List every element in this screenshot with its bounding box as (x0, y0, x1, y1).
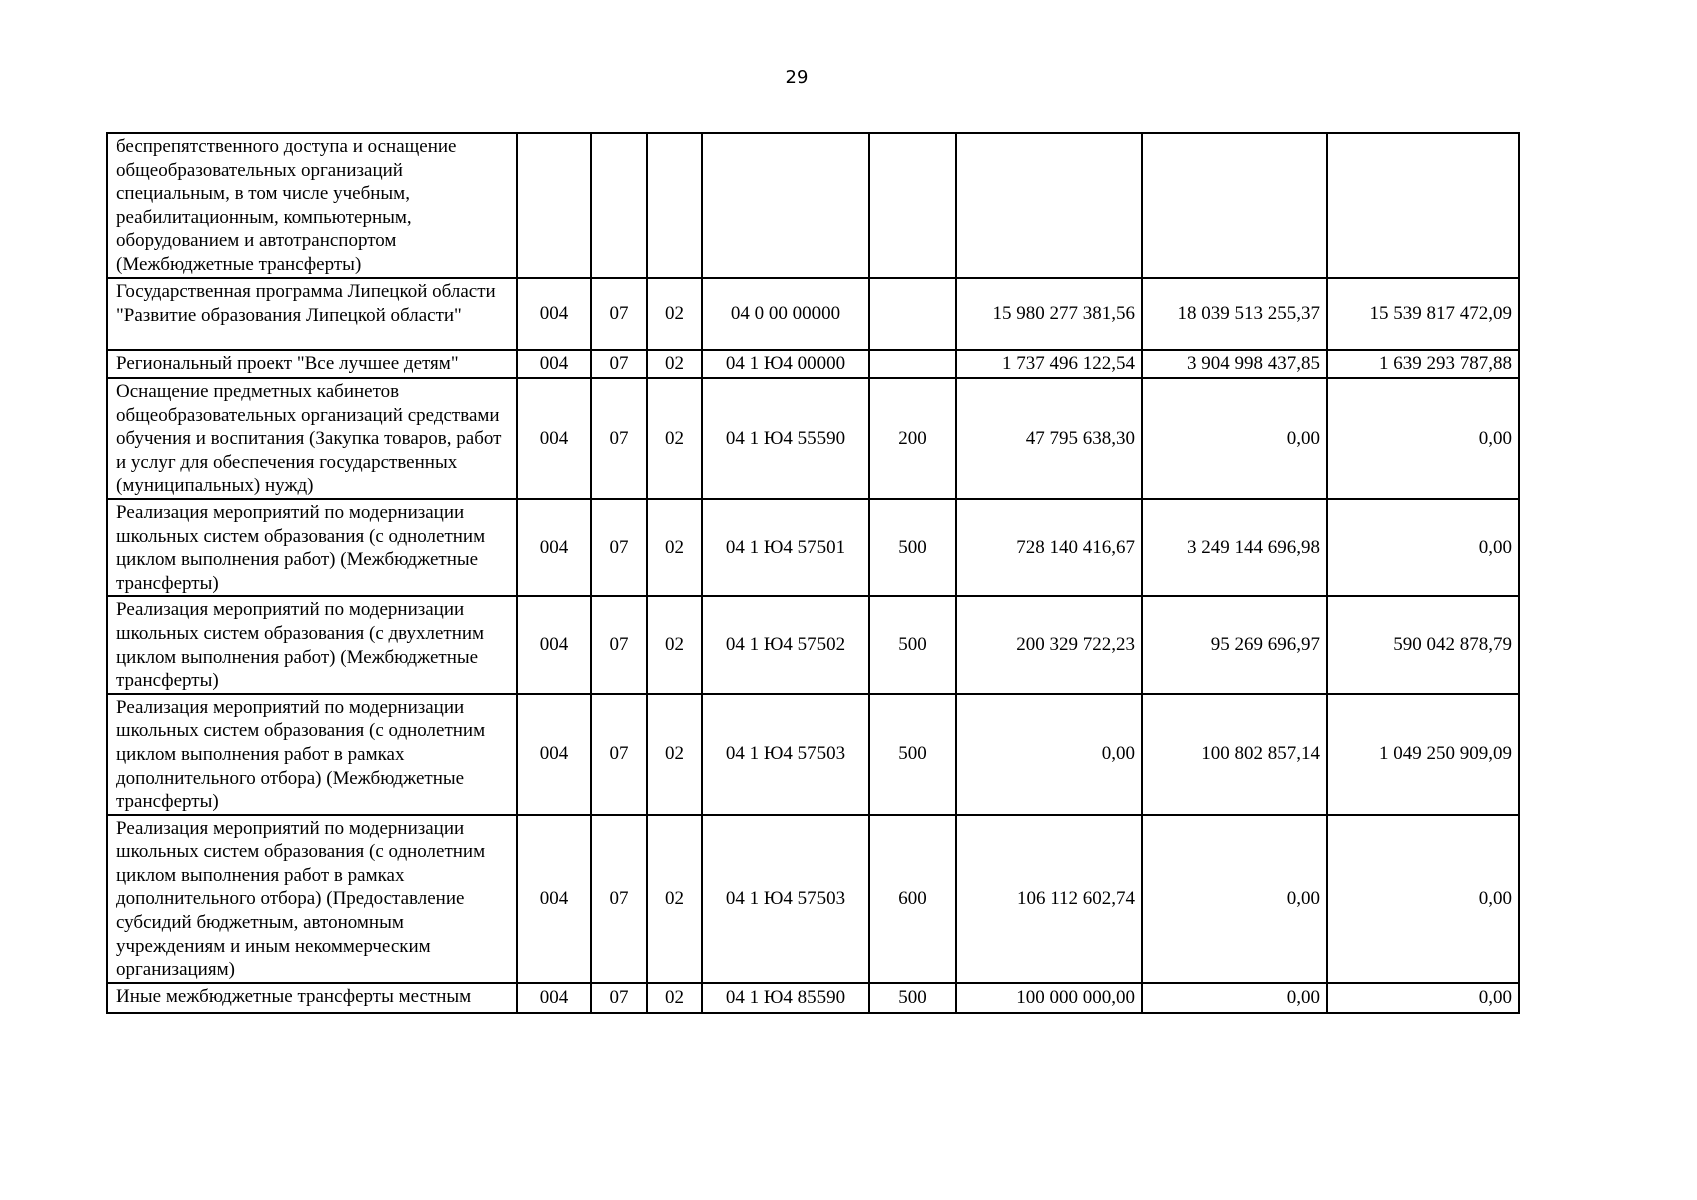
row-name: Реализация мероприятий по модернизации школьных систем образования (с однолетним циклом выполнения работ в рамках дополнительного отбора) (Межбюджетные трансферты) (107, 694, 517, 815)
target-code: 04 1 Ю4 57501 (702, 499, 869, 596)
sum-year-1: 106 112 602,74 (956, 815, 1142, 983)
sum-year-1: 47 795 638,30 (956, 378, 1142, 499)
table-row (107, 350, 1519, 378)
sum-year-2: 3 904 998 437,85 (1142, 350, 1327, 378)
row-name: Реализация мероприятий по модернизации школьных систем образования (с однолетним циклом выполнения работ) (Межбюджетные трансферты) (107, 499, 517, 596)
expense-type-code (869, 278, 956, 350)
row-name: Реализация мероприятий по модернизации школьных систем образования (с двухлетним циклом выполнения работ) (Межбюджетные трансферты) (107, 596, 517, 693)
sum-year-2: 100 802 857,14 (1142, 694, 1327, 815)
section-code: 07 (591, 350, 647, 378)
sum-year-1 (956, 133, 1142, 278)
target-code: 04 1 Ю4 85590 (702, 983, 869, 1013)
section-code: 07 (591, 694, 647, 815)
ministry-code: 004 (517, 350, 591, 378)
target-code: 04 0 00 00000 (702, 278, 869, 350)
subsection-code: 02 (647, 350, 702, 378)
target-code: 04 1 Ю4 57503 (702, 694, 869, 815)
sum-year-3: 1 049 250 909,09 (1327, 694, 1519, 815)
target-code: 04 1 Ю4 00000 (702, 350, 869, 378)
subsection-code: 02 (647, 983, 702, 1013)
expense-type-code: 500 (869, 694, 956, 815)
sum-year-2: 18 039 513 255,37 (1142, 278, 1327, 350)
sum-year-3: 0,00 (1327, 378, 1519, 499)
ministry-code (517, 133, 591, 278)
sum-year-3: 1 639 293 787,88 (1327, 350, 1519, 378)
section-code: 07 (591, 499, 647, 596)
subsection-code: 02 (647, 596, 702, 693)
target-code: 04 1 Ю4 57503 (702, 815, 869, 983)
section-code: 07 (591, 815, 647, 983)
ministry-code: 004 (517, 983, 591, 1013)
section-code: 07 (591, 378, 647, 499)
expense-type-code: 200 (869, 378, 956, 499)
sum-year-2: 95 269 696,97 (1142, 596, 1327, 693)
row-name: Региональный проект "Все лучшее детям" (107, 350, 517, 378)
sum-year-1: 728 140 416,67 (956, 499, 1142, 596)
subsection-code (647, 133, 702, 278)
sum-year-2: 0,00 (1142, 983, 1327, 1013)
sum-year-1: 1 737 496 122,54 (956, 350, 1142, 378)
section-code: 07 (591, 983, 647, 1013)
sum-year-1: 100 000 000,00 (956, 983, 1142, 1013)
table-row (107, 596, 1519, 693)
sum-year-1: 200 329 722,23 (956, 596, 1142, 693)
target-code: 04 1 Ю4 57502 (702, 596, 869, 693)
target-code (702, 133, 869, 278)
sum-year-2: 3 249 144 696,98 (1142, 499, 1327, 596)
ministry-code: 004 (517, 378, 591, 499)
expense-type-code (869, 350, 956, 378)
sum-year-3: 0,00 (1327, 983, 1519, 1013)
row-name: Реализация мероприятий по модернизации школьных систем образования (с однолетним циклом выполнения работ в рамках дополнительного отбора) (Предоставление субсидий бюджетным, автономным учреждениям и иным некоммерческим организациям) (107, 815, 517, 983)
table-row (107, 278, 1519, 350)
budget-table (106, 132, 1520, 1014)
row-name: беспрепятственного доступа и оснащение общеобразовательных организаций специальным, в том числе учебным, реабилитационным, компьютерным, оборудованием и автотранспортом (Межбюджетные трансферты) (107, 133, 517, 278)
subsection-code: 02 (647, 694, 702, 815)
sum-year-1: 15 980 277 381,56 (956, 278, 1142, 350)
row-name: Оснащение предметных кабинетов общеобразовательных организаций средствами обучения и воспитания (Закупка товаров, работ и услуг для обеспечения государственных (муниципальных) нужд) (107, 378, 517, 499)
row-name: Иные межбюджетные трансферты местным (107, 983, 517, 1013)
subsection-code: 02 (647, 815, 702, 983)
table-row (107, 499, 1519, 596)
subsection-code: 02 (647, 278, 702, 350)
subsection-code: 02 (647, 499, 702, 596)
sum-year-2 (1142, 133, 1327, 278)
expense-type-code: 500 (869, 983, 956, 1013)
sum-year-2: 0,00 (1142, 815, 1327, 983)
table-row (107, 694, 1519, 815)
table-row (107, 815, 1519, 983)
expense-type-code: 600 (869, 815, 956, 983)
row-name: Государственная программа Липецкой области "Развитие образования Липецкой области" (107, 278, 517, 350)
ministry-code: 004 (517, 596, 591, 693)
table-row (107, 983, 1519, 1013)
section-code (591, 133, 647, 278)
ministry-code: 004 (517, 815, 591, 983)
section-code: 07 (591, 596, 647, 693)
expense-type-code: 500 (869, 596, 956, 693)
expense-type-code: 500 (869, 499, 956, 596)
expense-type-code (869, 133, 956, 278)
sum-year-2: 0,00 (1142, 378, 1327, 499)
table-row (107, 133, 1519, 278)
sum-year-3: 0,00 (1327, 815, 1519, 983)
sum-year-1: 0,00 (956, 694, 1142, 815)
target-code: 04 1 Ю4 55590 (702, 378, 869, 499)
sum-year-3 (1327, 133, 1519, 278)
sum-year-3: 590 042 878,79 (1327, 596, 1519, 693)
page-number: 29 (785, 67, 809, 88)
sum-year-3: 15 539 817 472,09 (1327, 278, 1519, 350)
ministry-code: 004 (517, 499, 591, 596)
subsection-code: 02 (647, 378, 702, 499)
sum-year-3: 0,00 (1327, 499, 1519, 596)
table-row (107, 378, 1519, 499)
section-code: 07 (591, 278, 647, 350)
ministry-code: 004 (517, 278, 591, 350)
ministry-code: 004 (517, 694, 591, 815)
